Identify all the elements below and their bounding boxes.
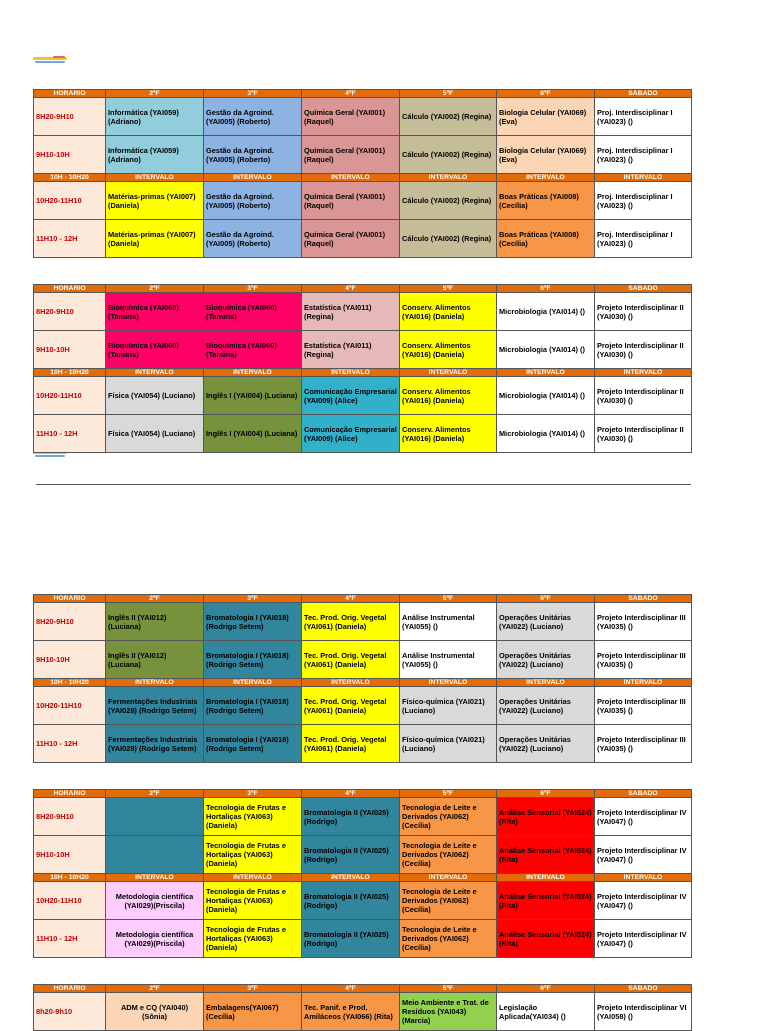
header-cell: 5ªF [400, 90, 497, 98]
schedule-row [34, 798, 692, 836]
interval-label: INTERVALO [204, 174, 302, 182]
header-cell: 4ªF [302, 790, 400, 798]
header-cell: HORÁRIO [34, 985, 106, 993]
interval-time: 10H - 10H20 [34, 174, 106, 182]
time-slot: 11H10 - 12H [34, 415, 106, 453]
class-cell: Inglês I (YAI004) (Luciana) [204, 415, 302, 453]
interval-row [34, 369, 692, 377]
schedule-row [34, 293, 692, 331]
class-cell: Projeto Interdisciplinar II (YAI030) () [595, 377, 692, 415]
interval-label: INTERVALO [497, 369, 595, 377]
header-row [34, 285, 692, 293]
class-cell: Tecnologia de Leite e Derivados (YAI062)(Cecília) [400, 920, 497, 958]
time-slot: 9H10-10H [34, 836, 106, 874]
class-cell: Projeto Interdisciplinar IV (YAI047) () [595, 798, 692, 836]
class-cell: Química Geral (YAI001) (Raquel) [302, 220, 400, 258]
schedule-row [34, 220, 692, 258]
interval-label: INTERVALO [106, 174, 204, 182]
class-cell: Projeto Interdisciplinar III (YAI035) () [595, 725, 692, 763]
class-cell: Cálculo (YAI002) (Regina) [400, 220, 497, 258]
class-cell: Boas Práticas (YAI008) (Cecília) [497, 220, 595, 258]
header-cell: SÁBADO [595, 90, 692, 98]
schedule-table-4 [33, 789, 692, 958]
class-cell: Tec. Prod. Orig. Vegetal (YAI061) (Daniela) [302, 641, 400, 679]
schedule-row [34, 136, 692, 174]
interval-row [34, 174, 692, 182]
schedule-row [34, 377, 692, 415]
class-cell: Estatística (YAI011) (Regina) [302, 293, 400, 331]
class-cell: Matérias-primas (YAI007) (Daniela) [106, 220, 204, 258]
class-cell: Meio Ambiente e Trat. de Resíduos (YAI043)(Marcia) [400, 993, 497, 1031]
class-cell: Tecnologia de Frutas e Hortaliças (YAI063) (Daniela) [204, 798, 302, 836]
time-slot: 10H20-11H10 [34, 377, 106, 415]
class-cell: Gestão da Agroind. (YAI005) (Roberto) [204, 220, 302, 258]
class-cell: Conserv. Alimentos (YAI016) (Daniela) [400, 415, 497, 453]
class-cell: Biologia Celular (YAI069) (Eva) [497, 136, 595, 174]
class-cell: Inglês II (YAI012) (Luciana) [106, 641, 204, 679]
header-cell: SÁBADO [595, 790, 692, 798]
class-cell: Cálculo (YAI002) (Regina) [400, 136, 497, 174]
interval-label: INTERVALO [400, 174, 497, 182]
header-cell: 2ªF [106, 285, 204, 293]
interval-label: INTERVALO [106, 679, 204, 687]
class-cell: Projeto Interdisciplinar II (YAI030) () [595, 293, 692, 331]
header-cell: 4ªF [302, 285, 400, 293]
class-cell: Bioquímica (YAI060) (Tamiris) [106, 293, 204, 331]
time-slot: 11H10 - 12H [34, 220, 106, 258]
class-cell: Embalagens(YAI067) (Cecília) [204, 993, 302, 1031]
time-slot: 10H20-11H10 [34, 182, 106, 220]
class-cell: Conserv. Alimentos (YAI016) (Daniela) [400, 377, 497, 415]
class-cell: Operações Unitárias (YAI022) (Luciano) [497, 687, 595, 725]
class-cell: Bioquímica (YAI060) (Tamiris) [204, 293, 302, 331]
class-cell: Química Geral (YAI001) (Raquel) [302, 136, 400, 174]
class-cell: Operações Unitárias (YAI022) (Luciano) [497, 725, 595, 763]
class-cell: Metodologia científica (YAI029)(Priscila) [106, 920, 204, 958]
header-row [34, 790, 692, 798]
class-cell: Comunicação Empresarial (YAI009) (Alice) [302, 415, 400, 453]
class-cell: Tec. Prod. Orig. Vegetal (YAI061) (Daniela) [302, 725, 400, 763]
class-cell: Tec. Panif. e Prod. Amiláceos (YAI066) (Rita) [302, 993, 400, 1031]
header-cell: 3ªF [204, 595, 302, 603]
interval-label: INTERVALO [204, 874, 302, 882]
class-cell: Bromatologia I (YAI018) (Rodrigo Setem) [204, 725, 302, 763]
header-cell: HORÁRIO [34, 790, 106, 798]
class-cell: Projeto Interdisciplinar II (YAI030) () [595, 331, 692, 369]
interval-label: INTERVALO [400, 369, 497, 377]
class-cell: Microbiologia (YAI014) () [497, 293, 595, 331]
header-cell: 4ªF [302, 90, 400, 98]
class-cell: Projeto Interdisciplinar IV (YAI047) () [595, 920, 692, 958]
schedule-row [34, 882, 692, 920]
interval-label: INTERVALO [595, 174, 692, 182]
time-slot: 11H10 - 12H [34, 725, 106, 763]
class-cell: Química Geral (YAI001) (Raquel) [302, 98, 400, 136]
header-cell: 4ªF [302, 595, 400, 603]
class-cell: Gestão da Agroind. (YAI005) (Roberto) [204, 98, 302, 136]
header-row [34, 595, 692, 603]
class-cell: Informática (YAI059) (Adriano) [106, 136, 204, 174]
class-cell: Comunicação Empresarial (YAI009) (Alice) [302, 377, 400, 415]
interval-label: INTERVALO [400, 679, 497, 687]
header-cell: 6ªF [497, 790, 595, 798]
header-row [34, 90, 692, 98]
time-slot: 8H20-9H10 [34, 603, 106, 641]
class-cell: Cálculo (YAI002) (Regina) [400, 182, 497, 220]
class-cell: Tec. Prod. Orig. Vegetal (YAI061) (Daniela) [302, 603, 400, 641]
interval-row [34, 679, 692, 687]
class-cell: Legislação Aplicada(YAI034) () [497, 993, 595, 1031]
class-cell: Tecnologia de Frutas e Hortaliças (YAI063) (Daniela) [204, 920, 302, 958]
class-cell: Tec. Prod. Orig. Vegetal (YAI061) (Daniela) [302, 687, 400, 725]
page-divider [36, 484, 691, 485]
class-cell: Tecnologia de Frutas e Hortaliças (YAI063) (Daniela) [204, 836, 302, 874]
class-cell: Projeto Interdisciplinar IV (YAI047) () [595, 882, 692, 920]
class-cell: Estatística (YAI011) (Regina) [302, 331, 400, 369]
class-cell: Boas Práticas (YAI008) (Cecília) [497, 182, 595, 220]
class-cell: Gestão da Agroind. (YAI005) (Roberto) [204, 182, 302, 220]
class-cell: Conserv. Alimentos (YAI016) (Daniela) [400, 331, 497, 369]
header-cell: SÁBADO [595, 285, 692, 293]
class-cell: Física (YAI054) (Luciano) [106, 377, 204, 415]
class-cell: Cálculo (YAI002) (Regina) [400, 98, 497, 136]
header-cell: HORÁRIO [34, 285, 106, 293]
interval-time: 10H - 10H20 [34, 874, 106, 882]
class-cell: Química Geral (YAI001) (Raquel) [302, 182, 400, 220]
interval-label: INTERVALO [302, 174, 400, 182]
class-cell: Operações Unitárias (YAI022) (Luciano) [497, 641, 595, 679]
header-cell: 6ªF [497, 285, 595, 293]
interval-label: INTERVALO [595, 369, 692, 377]
class-cell: Bromatologia I (YAI018) (Rodrigo Setem) [204, 603, 302, 641]
header-cell: 5ªF [400, 985, 497, 993]
class-cell: Tecnologia de Leite e Derivados (YAI062)(Cecília) [400, 882, 497, 920]
class-cell: Inglês I (YAI004) (Luciana) [204, 377, 302, 415]
schedule-row [34, 331, 692, 369]
class-cell: Bromatologia II (YAI025) (Rodrigo) [302, 882, 400, 920]
class-cell: Proj. Interdisciplinar I (YAI023) () [595, 182, 692, 220]
interval-time: 10H - 10H20 [34, 679, 106, 687]
time-slot: 8H20-9H10 [34, 293, 106, 331]
header-cell: 3ªF [204, 90, 302, 98]
class-cell: Bioquímica (YAI060) (Tamiris) [204, 331, 302, 369]
header-cell: 2ªF [106, 595, 204, 603]
class-cell: Informática (YAI059) (Adriano) [106, 98, 204, 136]
interval-label: INTERVALO [302, 369, 400, 377]
logo-1 [33, 56, 67, 65]
class-cell: Bioquímica (YAI060) (Tamiris) [106, 331, 204, 369]
class-cell: Inglês II (YAI012) (Luciana) [106, 603, 204, 641]
schedule-row [34, 836, 692, 874]
schedule-table-1 [33, 89, 692, 258]
class-cell: Metodologia científica (YAI029)(Priscila) [106, 882, 204, 920]
schedule-row [34, 641, 692, 679]
class-cell: Física (YAI054) (Luciano) [106, 415, 204, 453]
class-cell: Conserv. Alimentos (YAI016) (Daniela) [400, 293, 497, 331]
class-cell: Projeto Interdisciplinar IV (YAI047) () [595, 836, 692, 874]
header-cell: 2ªF [106, 90, 204, 98]
class-cell: Projeto Interdisciplinar III (YAI035) () [595, 641, 692, 679]
interval-label: INTERVALO [400, 874, 497, 882]
interval-label: INTERVALO [204, 369, 302, 377]
class-cell: Tecnologia de Frutas e Hortaliças (YAI063) (Daniela) [204, 882, 302, 920]
interval-label: INTERVALO [302, 679, 400, 687]
header-cell: HORÁRIO [34, 595, 106, 603]
schedule-row [34, 920, 692, 958]
class-cell: Tecnologia de Leite e Derivados (YAI062)(Cecília) [400, 836, 497, 874]
header-cell: 5ªF [400, 285, 497, 293]
time-slot: 9H10-10H [34, 136, 106, 174]
schedule-row [34, 98, 692, 136]
class-cell: Matérias-primas (YAI007) (Daniela) [106, 182, 204, 220]
interval-label: INTERVALO [497, 679, 595, 687]
class-cell [106, 798, 204, 836]
header-cell: 6ªF [497, 985, 595, 993]
header-cell: 5ªF [400, 790, 497, 798]
class-cell: Análise Instrumental (YAI055) () [400, 603, 497, 641]
header-row [34, 985, 692, 993]
class-cell: Fermentações Industriais (YAI028) (Rodrigo Setem) [106, 687, 204, 725]
schedule-row [34, 415, 692, 453]
class-cell: Proj. Interdisciplinar I (YAI023) () [595, 220, 692, 258]
interval-label: INTERVALO [595, 874, 692, 882]
class-cell: Bromatologia I (YAI018) (Rodrigo Setem) [204, 641, 302, 679]
header-cell: 3ªF [204, 790, 302, 798]
time-slot: 8H20-9H10 [34, 798, 106, 836]
header-cell: 5ªF [400, 595, 497, 603]
time-slot: 8H20-9H10 [34, 98, 106, 136]
schedule-table-3 [33, 594, 692, 763]
class-cell: Análise Sensorial (YAI024)(Rita) [497, 920, 595, 958]
header-cell: 6ªF [497, 90, 595, 98]
time-slot: 9H10-10H [34, 331, 106, 369]
header-cell: 2ªF [106, 790, 204, 798]
class-cell [106, 836, 204, 874]
class-cell: Microbiologia (YAI014) () [497, 331, 595, 369]
time-slot: 10H20-11H10 [34, 687, 106, 725]
class-cell: Projeto Interdisciplinar VI (YAI058) () [595, 993, 692, 1031]
class-cell: Físico-química (YAI021) (Luciano) [400, 725, 497, 763]
class-cell: Projeto Interdisciplinar III (YAI035) () [595, 687, 692, 725]
class-cell: Análise Sensorial (YAI024)(Rita) [497, 882, 595, 920]
class-cell: Fermentações Industriais (YAI028) (Rodrigo Setem) [106, 725, 204, 763]
class-cell: Projeto Interdisciplinar II (YAI030) () [595, 415, 692, 453]
interval-time: 10H - 10H20 [34, 369, 106, 377]
class-cell: Análise Sensorial (YAI024)(Rita) [497, 836, 595, 874]
schedule-row [34, 182, 692, 220]
class-cell: Análise Instrumental (YAI055) () [400, 641, 497, 679]
class-cell: Biologia Celular (YAI069) (Eva) [497, 98, 595, 136]
interval-label: INTERVALO [497, 874, 595, 882]
time-slot: 9H10-10H [34, 641, 106, 679]
interval-label: INTERVALO [497, 174, 595, 182]
time-slot: 8h20-9h10 [34, 993, 106, 1031]
class-cell: Proj. Interdisciplinar I (YAI023) () [595, 98, 692, 136]
class-cell: Bromatologia II (YAI025) (Rodrigo) [302, 836, 400, 874]
schedule-row [34, 687, 692, 725]
class-cell: Físico-química (YAI021) (Luciano) [400, 687, 497, 725]
class-cell: Projeto Interdisciplinar III (YAI035) () [595, 603, 692, 641]
class-cell: Gestão da Agroind. (YAI005) (Roberto) [204, 136, 302, 174]
header-cell: SÁBADO [595, 985, 692, 993]
interval-label: INTERVALO [302, 874, 400, 882]
time-slot: 10H20-11H10 [34, 882, 106, 920]
interval-label: INTERVALO [106, 369, 204, 377]
class-cell: Operações Unitárias (YAI022) (Luciano) [497, 603, 595, 641]
class-cell: Bromatologia II (YAI025) (Rodrigo) [302, 798, 400, 836]
class-cell: Bromatologia II (YAI025) (Rodrigo) [302, 920, 400, 958]
schedule-row [34, 993, 692, 1031]
header-cell: HORÁRIO [34, 90, 106, 98]
header-cell: 3ªF [204, 985, 302, 993]
header-cell: SÁBADO [595, 595, 692, 603]
schedule-row [34, 725, 692, 763]
class-cell: Análise Sensorial (YAI024)(Rita) [497, 798, 595, 836]
interval-label: INTERVALO [595, 679, 692, 687]
class-cell: Bromatologia I (YAI018) (Rodrigo Setem) [204, 687, 302, 725]
class-cell: Proj. Interdisciplinar I (YAI023) () [595, 136, 692, 174]
header-cell: 4ªF [302, 985, 400, 993]
time-slot: 11H10 - 12H [34, 920, 106, 958]
interval-label: INTERVALO [204, 679, 302, 687]
interval-row [34, 874, 692, 882]
class-cell: Microbiologia (YAI014) () [497, 377, 595, 415]
header-cell: 3ªF [204, 285, 302, 293]
class-cell: Microbiologia (YAI014) () [497, 415, 595, 453]
class-cell: Tecnologia de Leite e Derivados (YAI062)(Cecília) [400, 798, 497, 836]
header-cell: 6ªF [497, 595, 595, 603]
schedule-row [34, 603, 692, 641]
header-cell: 2ªF [106, 985, 204, 993]
interval-label: INTERVALO [106, 874, 204, 882]
class-cell: ADM e CQ (YAI040) (Sônia) [106, 993, 204, 1031]
schedule-table-2 [33, 284, 692, 453]
